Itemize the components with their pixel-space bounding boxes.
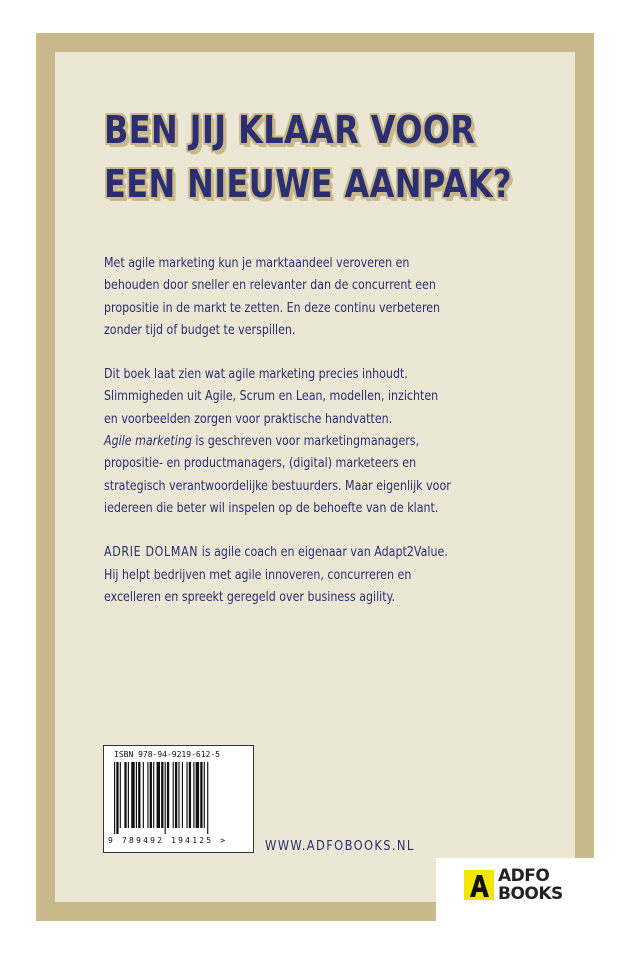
barcode-digits: 9 789492 194125 >: [108, 836, 228, 845]
barcode-bar: [131, 762, 134, 828]
barcode-bar: [116, 762, 118, 834]
book-title-italic: Agile marketing: [104, 433, 192, 450]
paragraph-book-description: [104, 363, 530, 519]
text-line: [104, 541, 530, 563]
text-line: [104, 430, 530, 452]
barcode-bar: [173, 762, 174, 828]
text-line: propositie- en productmanagers, (digital) marketeers en: [104, 455, 417, 472]
barcode-bar: [147, 762, 148, 828]
text-line: propositie in de markt te zetten. En deze continu verbeteren: [104, 299, 441, 316]
text-line-rest: is agile coach en eigenaar van Adapt2Value.: [198, 544, 448, 561]
barcode-bar: [136, 762, 137, 828]
barcode-bar: [182, 762, 183, 828]
barcode-bar: [200, 762, 202, 828]
barcode-bar: [204, 762, 205, 828]
barcode-bar: [124, 762, 126, 828]
barcode-bar: [150, 762, 152, 828]
logo-wordmark: [498, 867, 563, 903]
barcode-bar: [157, 762, 160, 828]
text-line: zonder tijd of budget te verspillen.: [104, 321, 296, 338]
barcode-bar: [138, 762, 140, 828]
barcode-bar: [186, 762, 187, 828]
logo-line-2: BOOKS: [498, 884, 563, 904]
barcode-bar: [207, 762, 208, 834]
isbn-barcode: [103, 745, 254, 853]
barcode-bar: [175, 762, 177, 828]
barcode-bar: [189, 762, 191, 828]
text-line: Met agile marketing kun je marktaandeel veroveren en: [104, 255, 410, 271]
text-line: Slimmigheden uit Agile, Scrum en Lean, modellen, inzichten: [104, 388, 439, 405]
text-line: Dit boek laat zien wat agile marketing precies inhoudt.: [104, 366, 408, 383]
headline-line-1: BEN JIJ KLAAR VOOR: [104, 108, 476, 152]
text-line: en voorbeelden zorgen voor praktische handvatten.: [104, 410, 393, 427]
barcode-bars: [114, 762, 242, 834]
headline-line-2: EEN NIEUWE AANPAK?: [104, 162, 512, 206]
barcode-bar: [114, 762, 115, 834]
barcode-bar: [120, 762, 121, 828]
author-name: ADRIE DOLMAN: [104, 544, 199, 561]
barcode-bar: [196, 762, 199, 828]
text-line: iedereen die beter wil inspelen op de behoefte van de klant.: [104, 499, 439, 516]
barcode-bar: [167, 762, 169, 828]
text-line: excelleren en spreekt geregeld over business agility.: [104, 588, 396, 605]
text-line: behouden door sneller en relevanter dan de concurrent een: [104, 277, 436, 294]
barcode-bar: [178, 762, 179, 828]
publisher-logo: [436, 858, 594, 921]
headline: [104, 103, 512, 211]
logo-a-icon: [464, 870, 494, 900]
barcode-bar: [193, 762, 194, 828]
text-line: strategisch verantwoordelijke bestuurders. Maar eigenlijk voor: [104, 477, 451, 494]
text-line: Hij helpt bedrijven met agile innoveren, concurreren en: [104, 566, 412, 583]
barcode-bar: [128, 762, 129, 828]
paragraph-author-bio: [104, 541, 530, 608]
publisher-website: WWW.ADFOBOOKS.NL: [265, 838, 415, 854]
logo-line-1: ADFO: [498, 866, 550, 886]
back-cover-text: [104, 252, 530, 630]
paragraph-intro: [104, 252, 530, 341]
barcode-bar: [153, 762, 154, 828]
barcode-bar: [161, 762, 163, 828]
barcode-bar: [165, 762, 166, 834]
isbn-number: ISBN 978-94-9219-612-5: [114, 750, 220, 759]
text-line-rest: is geschreven voor marketingmanagers,: [191, 433, 420, 450]
barcode-bar: [143, 762, 144, 828]
